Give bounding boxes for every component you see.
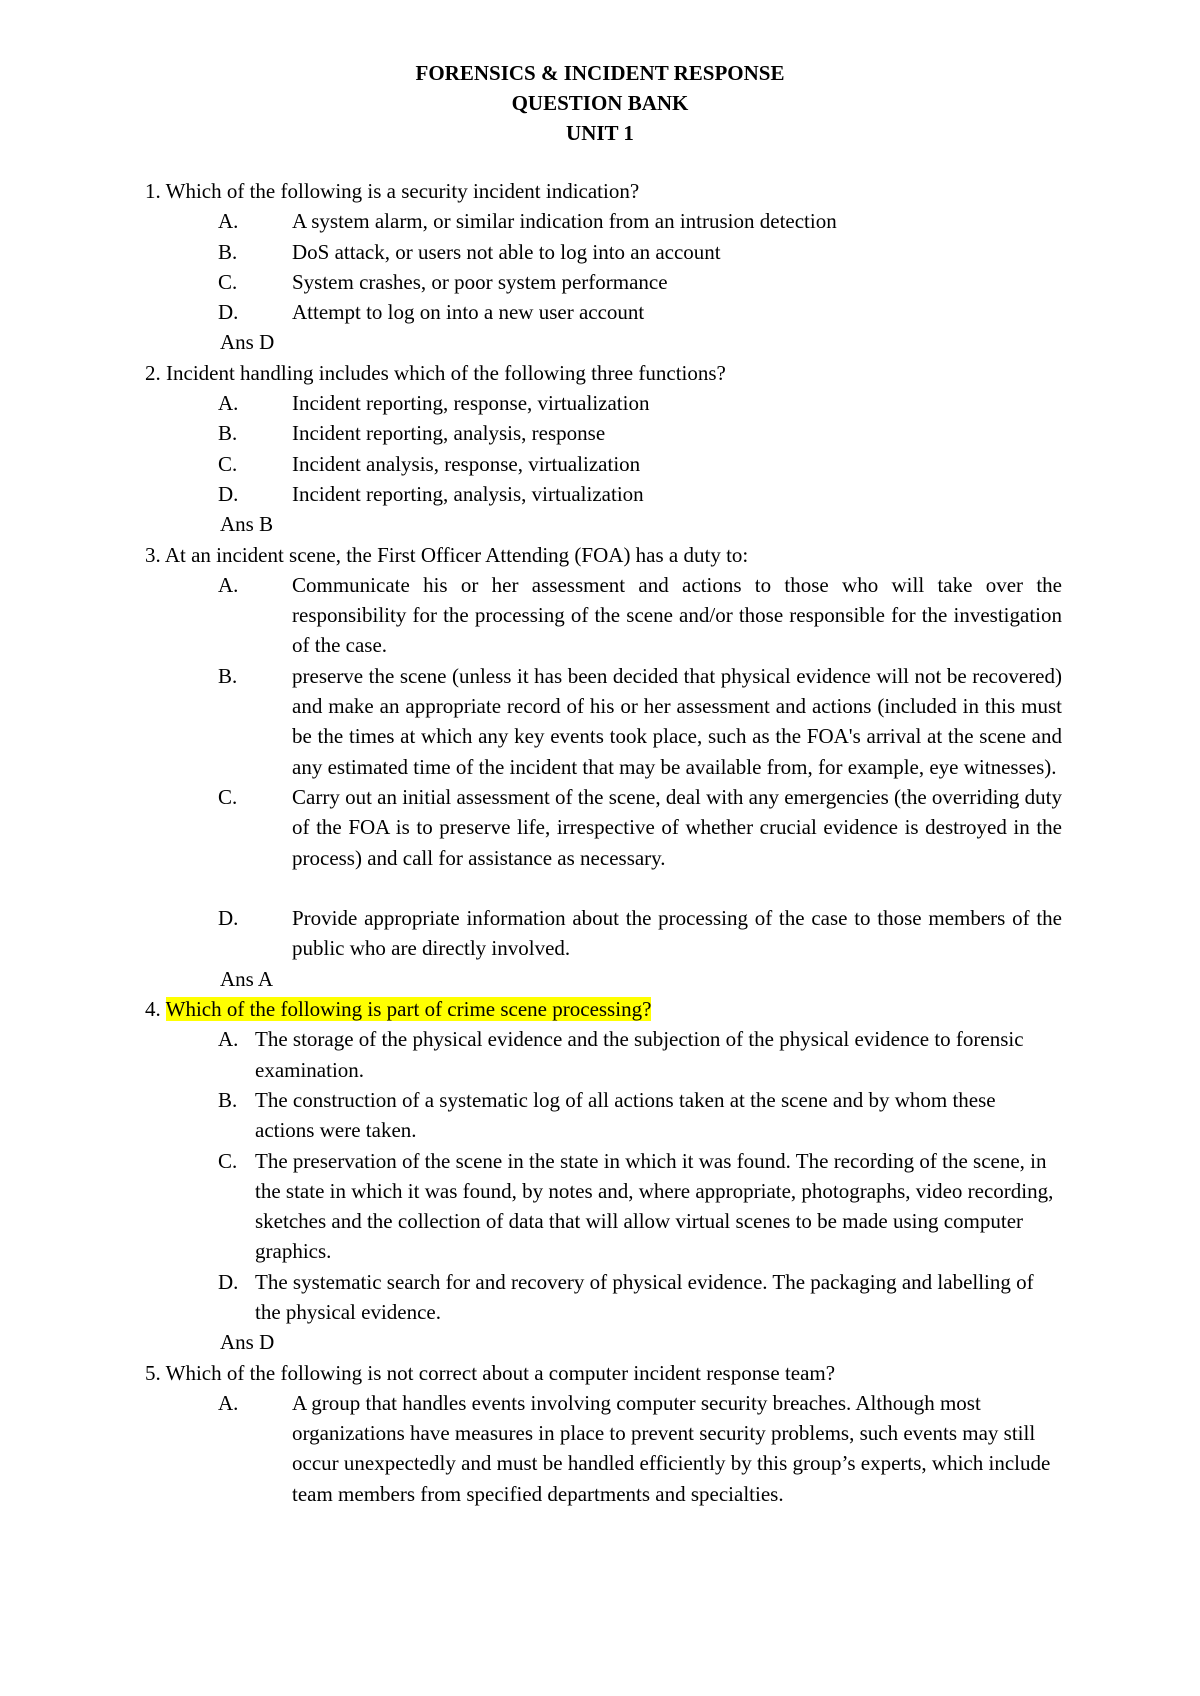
question-body: Incident handling includes which of the following three functions? [166,360,726,385]
option-a [0,1388,1200,1509]
option-c [0,267,1200,297]
question-text [0,176,1200,206]
option-text: A group that handles events involving computer security breaches. Although most organizations have measures in place to prevent security problems, such events may still occur unexpectedly and must be handled efficiently by this group’s experts, which include team members from specified departments and specialties. [292,1390,1051,1506]
option-letter: C. [218,269,238,294]
option-text: System crashes, or poor system performance [292,269,668,294]
option-letter: B. [218,1087,238,1112]
option-letter: A. [218,209,239,234]
option-letter: D. [218,300,239,325]
option-letter: A. [218,1027,239,1052]
question-number: 5. [145,1360,161,1385]
answer-line: Ans A [220,966,274,991]
option-text: Communicate his or her assessment and actions to those who will take over the responsibility for the processing of the scene and/or those responsible for the investigation of the case. [292,572,1062,658]
option-text: Carry out an initial assessment of the scene, deal with any emergencies (the overriding duty of the FOA is to preserve life, irrespective of whether crucial evidence is destroyed in the process) and call for assistance as necessary. [292,784,1062,870]
option-text: The systematic search for and recovery of physical evidence. The packaging and labelling of the physical evidence. [255,1269,1034,1324]
option-a [0,570,1200,661]
question-1 [0,176,1200,358]
option-d [0,903,1200,964]
option-letter: B. [218,421,238,446]
option-text: Attempt to log on into a new user account [292,300,645,325]
option-text: A system alarm, or similar indication from an intrusion detection [292,209,837,234]
option-text: Incident reporting, analysis, response [292,421,606,446]
question-list [0,176,1200,1509]
option-letter: A. [218,1390,239,1415]
option-d [0,297,1200,327]
option-c [0,782,1200,873]
answer-line: Ans B [220,512,274,537]
document-header [0,58,1200,148]
document-subtitle: QUESTION BANK [511,91,689,115]
option-text: The construction of a systematic log of all actions taken at the scene and by whom these actions were taken. [255,1087,996,1143]
option-c [0,449,1200,479]
option-a [0,1024,1200,1085]
question-text [0,540,1200,570]
option-letter: D. [218,481,239,506]
option-a [0,206,1200,236]
option-c [0,1146,1200,1267]
option-letter: C. [218,784,238,809]
option-letter: D. [218,1269,239,1294]
answer-line: Ans D [220,330,275,355]
option-text: Provide appropriate information about the processing of the case to those members of the public who are directly involved. [292,906,1062,961]
blank-line [0,873,1200,903]
question-body: At an incident scene, the First Officer Attending (FOA) has a duty to: [164,542,749,567]
option-letter: D. [218,906,239,931]
option-b [0,1085,1200,1146]
option-letter: C. [218,1148,238,1173]
option-letter: B. [218,663,238,688]
option-a [0,388,1200,418]
document-title: FORENSICS & INCIDENT RESPONSE [415,61,785,85]
option-text: preserve the scene (unless it has been decided that physical evidence will not be recovered) and make an appropriate record of his or her assessment and actions (included in this must be the times at which any key events took place, such as the FOA's arrival at the scene and any estimated time of the incident that may be available from, for example, eye witnesses). [292,663,1062,779]
question-text [0,358,1200,388]
answer-line: Ans D [220,1330,275,1355]
question-number: 3. [145,542,161,567]
unit-heading: UNIT 1 [566,121,634,145]
question-4 [0,994,1200,1358]
question-text [0,994,1200,1024]
question-5 [0,1358,1200,1509]
question-2 [0,358,1200,540]
question-number: 2. [145,360,161,385]
question-3 [0,540,1200,994]
option-text: The storage of the physical evidence and the subjection of the physical evidence to forensic examination. [255,1027,1024,1082]
option-b [0,418,1200,448]
option-b [0,661,1200,782]
option-d [0,1267,1200,1328]
option-letter: A. [218,391,239,416]
option-letter: A. [218,572,239,597]
option-d [0,479,1200,509]
highlighted-question-body: Which of the following is part of crime scene processing? [165,997,652,1022]
option-text: The preservation of the scene in the state in which it was found. The recording of the scene, in the state in which it was found, by notes and, where appropriate, photographs, video recording, sketches and the collection of data that will allow virtual scenes to be made using computer graphics. [255,1148,1054,1264]
option-text: Incident reporting, response, virtualization [292,391,650,416]
option-b [0,237,1200,267]
option-text: DoS attack, or users not able to log into an account [292,239,721,264]
option-letter: B. [218,239,238,264]
question-number: 4. [145,997,161,1022]
option-text: Incident reporting, analysis, virtualization [292,481,644,506]
question-number: 1. [145,179,161,203]
question-body: Which of the following is a security incident indication? [165,179,640,203]
question-body: Which of the following is not correct about a computer incident response team? [165,1360,836,1385]
option-letter: C. [218,451,238,476]
question-text [0,1358,1200,1388]
option-text: Incident analysis, response, virtualization [292,451,641,476]
